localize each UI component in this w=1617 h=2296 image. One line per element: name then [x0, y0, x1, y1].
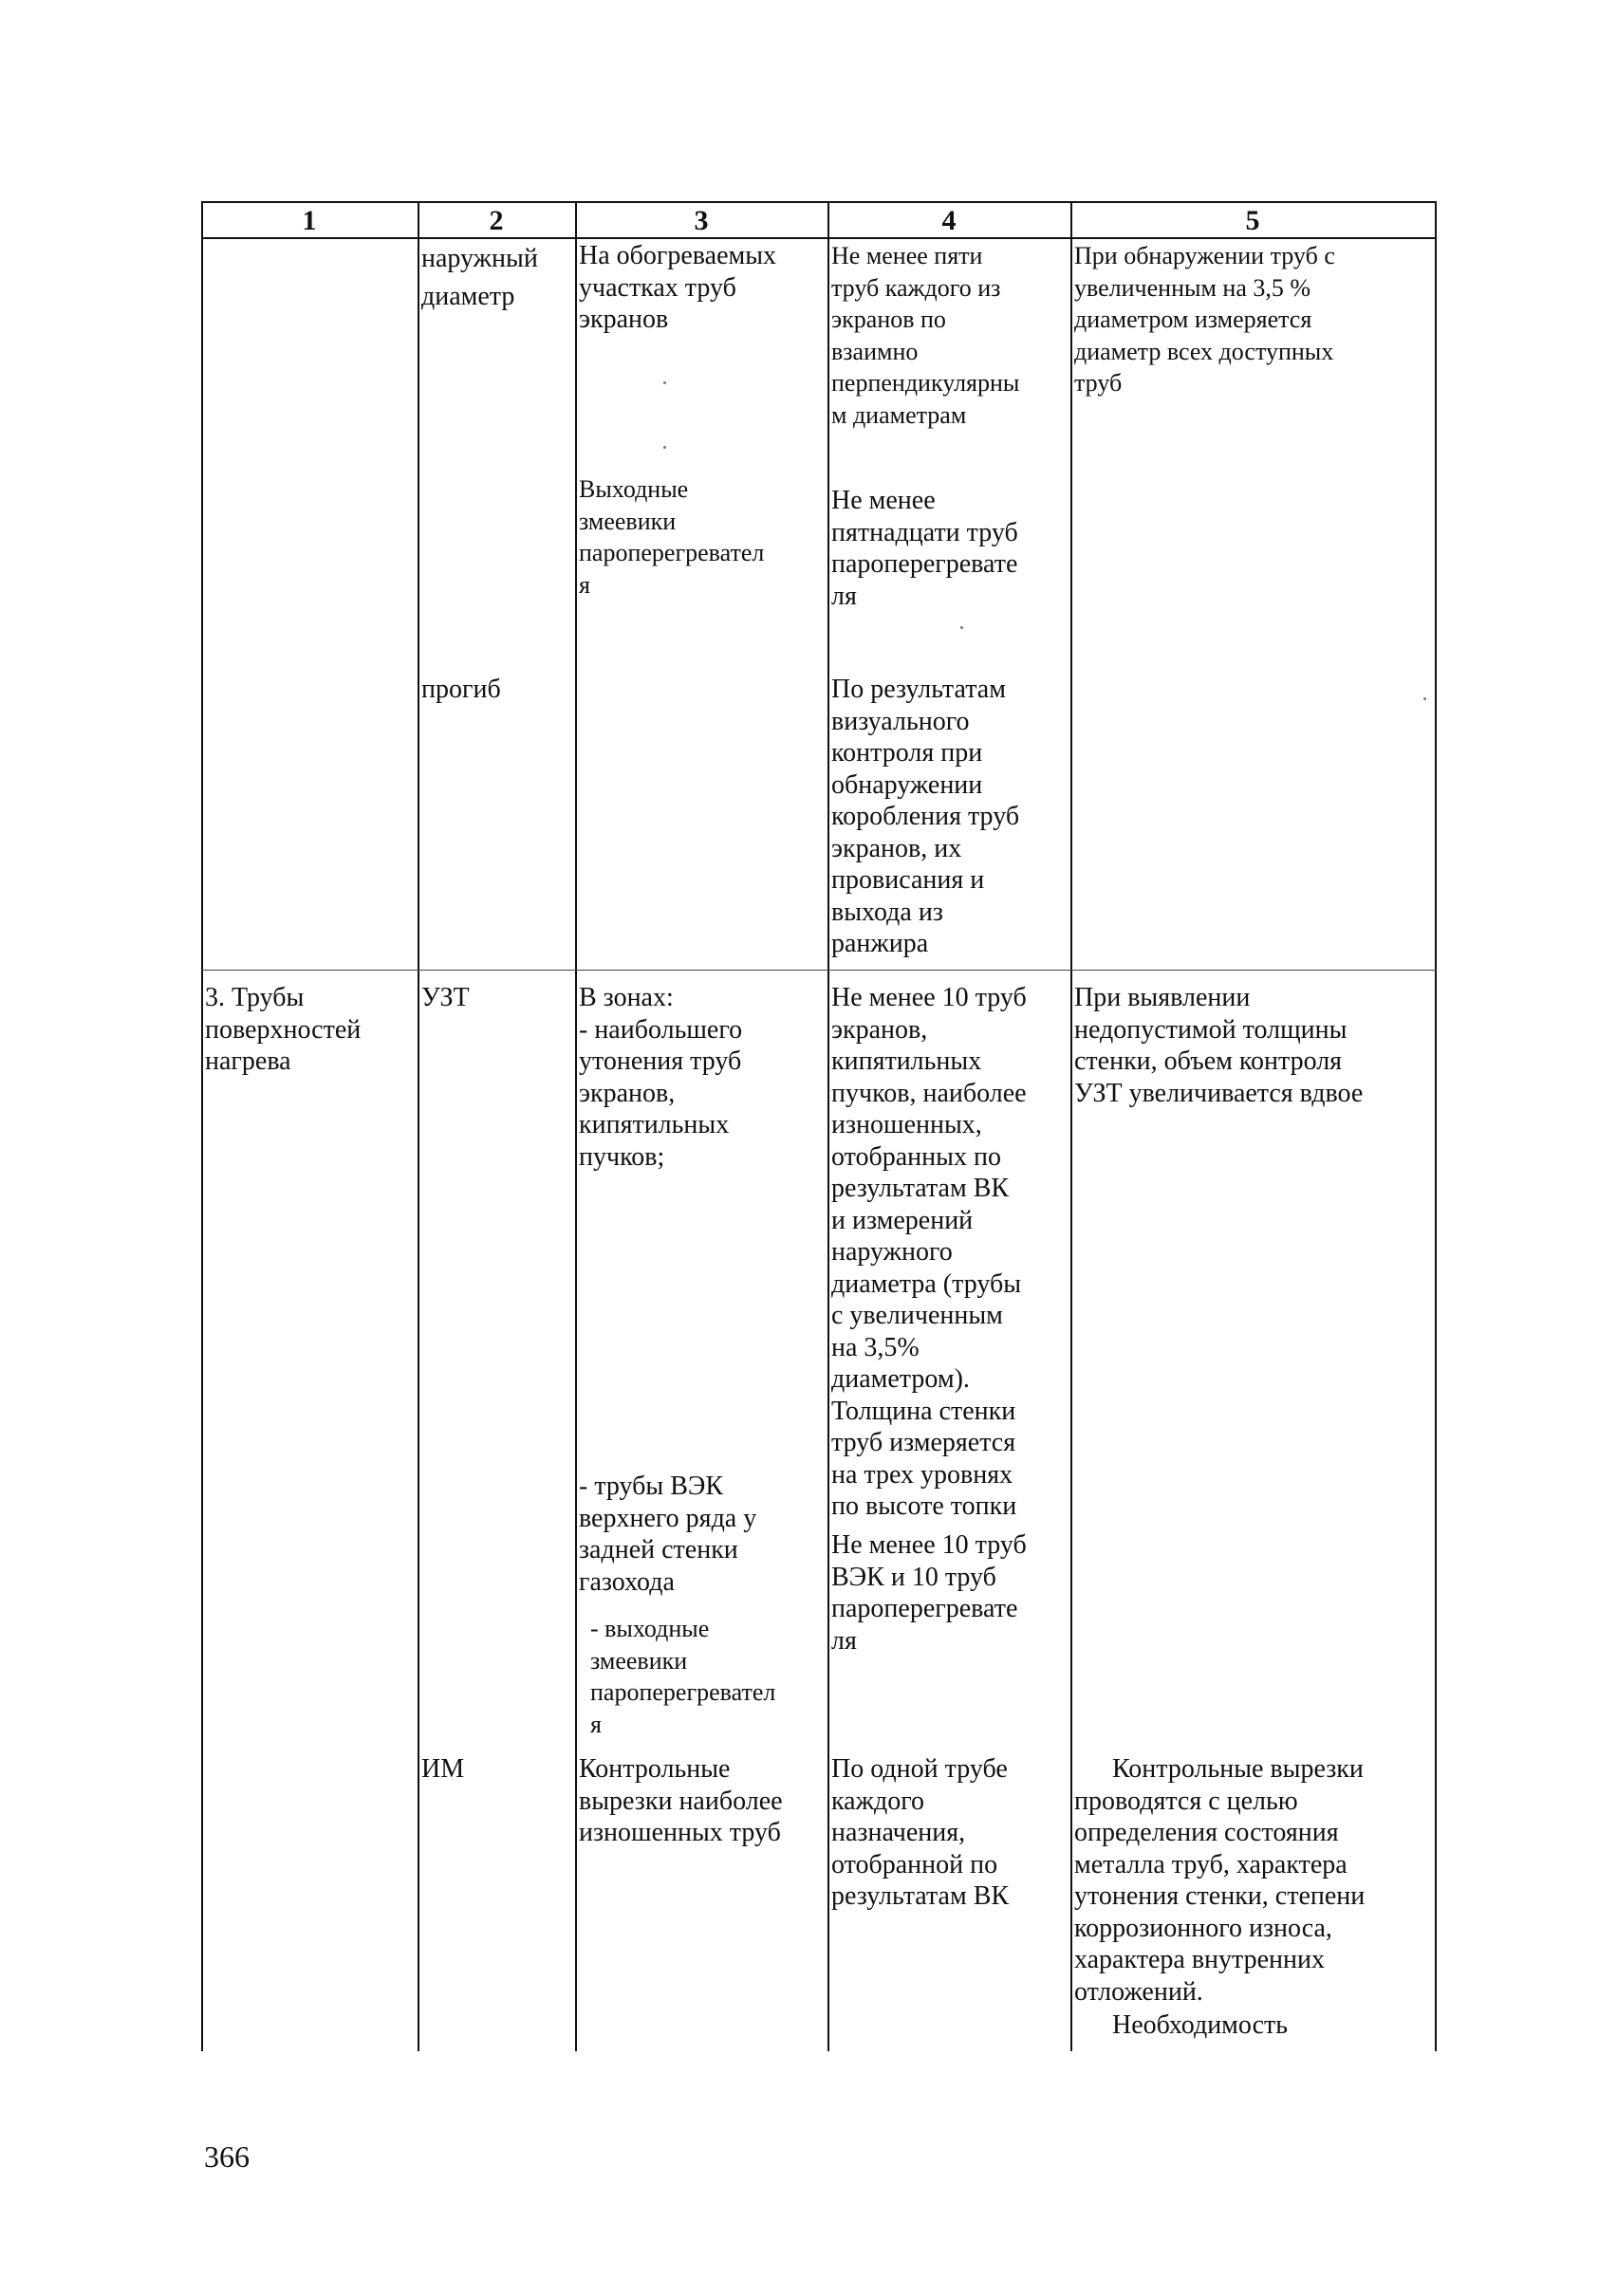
section-3-title: 3. Трубы поверхностей нагрева	[205, 983, 362, 1076]
page-number: 366	[204, 2139, 250, 2174]
deflection-parameter: прогиб	[421, 675, 501, 704]
im-note: Контрольные вырезки проводятся с целью определения состояния металла труб, характера утонения стенки, степени коррозионного износа, характера внутренних отложений.	[1074, 1754, 1366, 2007]
scan-speck	[663, 381, 666, 384]
header-col-3: 3	[694, 205, 709, 236]
table-divider-col2	[575, 201, 577, 2051]
uzt-zones-location: В зонах: - наибольшего утонения труб экранов, кипятильных пучков;	[579, 983, 743, 1172]
uzt-vek-volume: Не менее 10 труб ВЭК и 10 труб пароперегревате ля	[831, 1530, 1027, 1656]
header-col-5: 5	[1245, 205, 1260, 236]
table-divider-col3	[827, 201, 829, 2051]
im-note-continued: Необходимость	[1112, 2010, 1289, 2040]
table-border-left	[201, 201, 203, 2051]
scan-speck	[1423, 697, 1426, 700]
scan-speck	[960, 626, 963, 629]
uzt-method: УЗТ	[421, 983, 470, 1012]
table-border-top	[201, 201, 1437, 203]
outer-diameter-screens-volume: Не менее пяти труб каждого из экранов по взаимно перпендикулярны м диаметрам	[831, 242, 1020, 429]
uzt-volume: Не менее 10 труб экранов, кипятильных пучков, наиболее изношенных, отобранных по результатам ВК и измерений наружного диаметра (трубы с увеличенным на 3,5% диаметром). Толщина стенки труб измеряется на трех уровнях по высоте топки	[831, 983, 1027, 1521]
section-3-row-top	[201, 970, 1437, 971]
outer-diameter-screens-location: На обогреваемых участках труб экранов	[579, 241, 777, 334]
outer-diameter-superheater-location: Выходные змеевики пароперегревател я	[579, 475, 765, 599]
uzt-note: При выявлении недопустимой толщины стенки, объем контроля УЗТ увеличивается вдвое	[1074, 983, 1364, 1108]
table-divider-col1	[418, 201, 419, 2051]
uzt-vek-location: - трубы ВЭК верхнего ряда у задней стенки газохода	[579, 1472, 757, 1597]
table-border-right	[1435, 201, 1437, 2051]
header-row-bottom	[201, 237, 1437, 239]
outer-diameter-superheater-volume: Не менее пятнадцати труб пароперегревате ля	[831, 486, 1018, 611]
im-location: Контрольные вырезки наиболее изношенных труб	[579, 1754, 783, 1847]
table-divider-col4	[1070, 201, 1072, 2051]
scan-speck	[663, 446, 666, 449]
header-col-2: 2	[489, 205, 504, 236]
uzt-coils-location: - выходные змеевики пароперегревател я	[590, 1615, 776, 1738]
outer-diameter-note: При обнаружении труб с увеличенным на 3,5 % диаметром измеряется диаметр всех доступных труб	[1074, 242, 1335, 397]
outer-diameter-parameter: наружный диаметр	[421, 244, 538, 311]
header-col-4: 4	[941, 205, 957, 236]
deflection-volume: По результатам визуального контроля при обнаружении коробления труб экранов, их провисания и выхода из ранжира	[831, 675, 1020, 958]
header-col-1: 1	[302, 205, 317, 236]
im-volume: По одной трубе каждого назначения, отобранной по результатам ВК	[831, 1754, 1010, 1911]
im-method: ИМ	[421, 1754, 465, 1784]
